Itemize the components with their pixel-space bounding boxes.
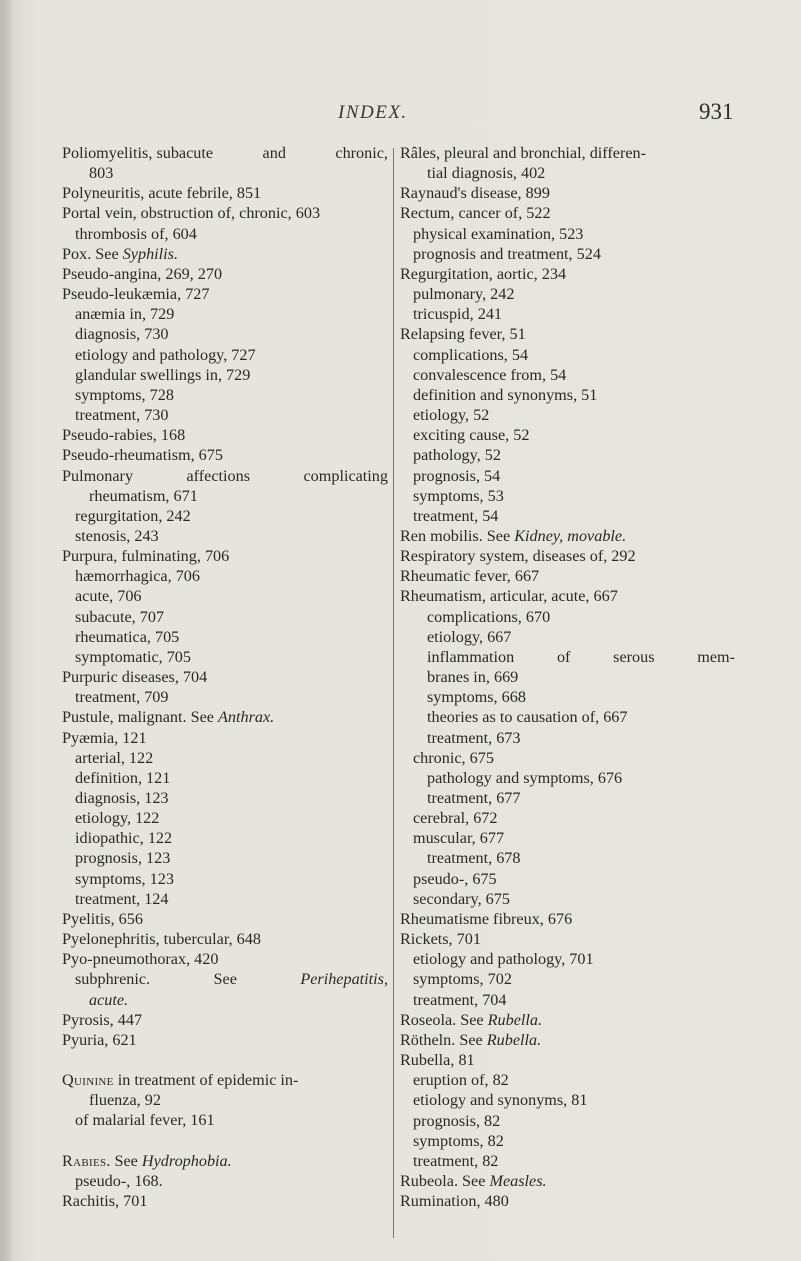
index-subentry	[62, 526, 388, 546]
index-subentry	[400, 990, 735, 1010]
entry-text: symptoms, 123	[75, 869, 174, 888]
index-subentry	[62, 607, 388, 627]
entry-text: Respiratory system, diseases of, 292	[400, 547, 636, 566]
index-entry	[400, 586, 735, 606]
page-number: 931	[699, 99, 734, 124]
index-entry	[400, 546, 735, 566]
entry-text: Rectum, cancer of, 522	[400, 204, 551, 223]
running-head	[0, 80, 801, 124]
index-entry	[62, 1191, 388, 1211]
index-subentry	[400, 506, 735, 526]
entry-text: etiology and pathology, 701	[413, 950, 594, 969]
entry-text: treatment, 82	[413, 1151, 499, 1170]
index-entry	[400, 566, 735, 586]
entry-word: Perihepatitis,	[300, 970, 388, 989]
entry-text: Rheumatic fever, 667	[400, 567, 540, 586]
index-entry-continuation	[400, 647, 735, 667]
index-entry	[62, 183, 388, 203]
index-subentry	[62, 808, 388, 828]
index-entry-continuation	[62, 1090, 388, 1110]
page-title: INDEX.	[338, 102, 408, 123]
entry-word: inflammation	[427, 647, 515, 666]
entry-text: Pseudo-leukæmia, 727	[62, 285, 210, 304]
entry-text: of malarial fever, 161	[75, 1111, 215, 1130]
entry-text: Pseudo-rheumatism, 675	[62, 446, 223, 465]
index-subentry	[400, 808, 735, 828]
entry-text: Rubeola. See	[400, 1171, 490, 1190]
index-entry	[62, 1151, 388, 1171]
index-subentry	[62, 345, 388, 365]
index-entry	[62, 1070, 388, 1090]
entry-text: definition, 121	[75, 768, 171, 787]
entry-text: treatment, 678	[427, 849, 521, 868]
index-subentry	[62, 566, 388, 586]
index-entry	[62, 909, 388, 929]
index-subentry	[62, 506, 388, 526]
entry-text: symptoms, 702	[413, 970, 512, 989]
entry-text: convalescence from, 54	[413, 365, 567, 384]
column-divider	[393, 148, 394, 1238]
entry-text: secondary, 675	[413, 889, 510, 908]
index-entry	[400, 1030, 735, 1050]
index-subentry	[62, 1110, 388, 1130]
entry-text: symptoms, 82	[413, 1131, 504, 1150]
entry-text: Pyrosis, 447	[62, 1010, 143, 1029]
cross-reference: acute.	[89, 990, 129, 1009]
entry-text: prognosis, 54	[413, 466, 501, 485]
entry-text: rheumatica, 705	[75, 627, 180, 646]
index-subentry	[400, 425, 735, 445]
index-entry	[62, 143, 388, 163]
entry-word: Pulmonary	[62, 466, 134, 485]
index-entry	[62, 445, 388, 465]
cross-reference: Rubella.	[486, 1030, 542, 1049]
entry-headword: Rabies	[62, 1151, 107, 1170]
index-entry	[62, 264, 388, 284]
index-subentry	[400, 244, 735, 264]
index-entry-continuation	[400, 707, 735, 727]
entry-text: Roseola. See	[400, 1010, 488, 1029]
index-subentry	[400, 445, 735, 465]
index-entry-continuation	[62, 990, 388, 1010]
entry-text: treatment, 673	[427, 728, 521, 747]
entry-text: Raynaud's disease, 899	[400, 184, 550, 203]
index-entry	[400, 203, 735, 223]
index-entry	[400, 1010, 735, 1030]
entry-text: treatment, 730	[75, 406, 169, 425]
index-subentry	[62, 586, 388, 606]
index-subentry	[400, 1151, 735, 1171]
entry-word: mem-	[697, 647, 735, 666]
entry-text: Rötheln. See	[400, 1030, 487, 1049]
entry-text: pathology, 52	[413, 446, 501, 465]
cross-reference: Rubella.	[487, 1010, 543, 1029]
index-entry	[62, 728, 388, 748]
entry-text: treatment, 54	[413, 506, 499, 525]
entry-text: Pustule, malignant. See	[62, 708, 219, 727]
index-entry	[62, 466, 388, 486]
index-subentry	[62, 687, 388, 707]
entry-text: Portal vein, obstruction of, chronic, 603	[62, 204, 321, 223]
entry-word: serous	[613, 647, 655, 666]
index-subentry	[62, 627, 388, 647]
index-entry	[62, 949, 388, 969]
index-entry	[62, 425, 388, 445]
index-subentry	[62, 788, 388, 808]
entry-text: muscular, 677	[413, 829, 505, 848]
entry-text: exciting cause, 52	[413, 426, 530, 445]
index-subentry	[400, 869, 735, 889]
entry-text: Purpuric diseases, 704	[62, 668, 208, 687]
entry-text: Pyæmia, 121	[62, 728, 147, 747]
entry-text: Rumination, 480	[400, 1192, 509, 1211]
entry-text: symptomatic, 705	[75, 647, 191, 666]
entry-text: tial diagnosis, 402	[427, 164, 546, 183]
entry-text: Rheumatisme fibreux, 676	[400, 909, 573, 928]
index-subentry	[62, 828, 388, 848]
index-subentry	[400, 486, 735, 506]
index-entry	[400, 1050, 735, 1070]
entry-text: stenosis, 243	[75, 526, 159, 545]
entry-text: symptoms, 668	[427, 688, 526, 707]
index-entry-continuation	[400, 163, 735, 183]
entry-text: Purpura, fulminating, 706	[62, 547, 230, 566]
index-column-left	[62, 143, 388, 1211]
entry-text: etiology, 667	[427, 627, 512, 646]
entry-text: acute, 706	[75, 587, 142, 606]
entry-text: fluenza, 92	[89, 1091, 161, 1110]
entry-text: prognosis, 82	[413, 1111, 501, 1130]
entry-text: complications, 54	[413, 345, 529, 364]
entry-text: Rickets, 701	[400, 930, 481, 949]
index-subentry	[62, 224, 388, 244]
index-subentry	[62, 385, 388, 405]
index-entry-continuation	[400, 607, 735, 627]
index-entry-continuation	[400, 768, 735, 788]
entry-word: chronic,	[335, 144, 388, 162]
entry-text: chronic, 675	[413, 748, 494, 767]
index-entry	[62, 546, 388, 566]
entry-text: symptoms, 728	[75, 385, 174, 404]
entry-text: definition and synonyms, 51	[413, 385, 598, 404]
index-entry	[400, 183, 735, 203]
entry-text: anæmia in, 729	[75, 305, 175, 324]
entry-text: Pyelonephritis, tubercular, 648	[62, 930, 261, 949]
index-entry-continuation	[400, 627, 735, 647]
entry-text: treatment, 677	[427, 789, 521, 807]
entry-word: affections	[186, 466, 251, 485]
entry-text: 803	[89, 164, 114, 183]
entry-text: Rubella, 81	[400, 1051, 475, 1070]
entry-text: Regurgitation, aortic, 234	[400, 264, 567, 283]
entry-text: in treatment of epidemic in-	[113, 1071, 299, 1090]
entry-text: hæmorrhagica, 706	[75, 567, 200, 586]
entry-word: complicating	[303, 466, 388, 485]
index-subentry	[400, 969, 735, 989]
entry-text: Pox. See	[62, 244, 123, 263]
index-subentry	[400, 889, 735, 909]
entry-text: pseudo-, 168.	[75, 1171, 163, 1190]
index-entry	[62, 203, 388, 223]
entry-text: Rachitis, 701	[62, 1191, 148, 1210]
entry-text: idiopathic, 122	[75, 829, 173, 848]
cross-reference: Kidney, movable.	[514, 526, 627, 545]
index-entry	[62, 284, 388, 304]
entry-text: theories as to causation of, 667	[427, 708, 628, 727]
index-entry-continuation	[400, 788, 735, 808]
entry-text: . See	[106, 1151, 142, 1170]
index-subentry	[400, 1111, 735, 1131]
index-subentry	[400, 1131, 735, 1151]
index-entry	[400, 324, 735, 344]
index-subentry	[400, 345, 735, 365]
index-subentry	[62, 324, 388, 344]
entry-text: Pyelitis, 656	[62, 909, 143, 928]
index-subentry	[62, 304, 388, 324]
cross-reference: Syphilis.	[122, 244, 179, 263]
entry-text: eruption of, 82	[413, 1071, 509, 1090]
entry-word: of	[556, 647, 571, 666]
entry-text: Pseudo-angina, 269, 270	[62, 264, 223, 283]
entry-text: Relapsing fever, 51	[400, 325, 526, 344]
index-subentry	[400, 365, 735, 385]
entry-text: treatment, 124	[75, 889, 169, 908]
index-entry	[400, 929, 735, 949]
index-subentry	[400, 224, 735, 244]
index-subentry	[400, 949, 735, 969]
index-entry	[400, 1191, 735, 1211]
entry-text: Pyo-pneumothorax, 420	[62, 950, 219, 969]
entry-text: tricuspid, 241	[413, 305, 503, 324]
entry-text: Râles, pleural and bronchial, differen-	[400, 144, 647, 162]
entry-text: Ren mobilis. See	[400, 526, 515, 545]
index-entry-continuation	[62, 486, 388, 506]
index-subentry	[62, 869, 388, 889]
cross-reference: Measles.	[489, 1171, 547, 1190]
index-subentry	[62, 889, 388, 909]
entry-text: branes in, 669	[427, 668, 519, 687]
cross-reference: Anthrax.	[218, 708, 275, 727]
index-column-right	[400, 143, 735, 1211]
index-entry	[400, 526, 735, 546]
index-subentry	[400, 748, 735, 768]
index-subentry	[400, 1090, 735, 1110]
entry-text: Pyuria, 621	[62, 1030, 137, 1049]
entry-spacer	[62, 1131, 388, 1151]
index-subentry	[62, 1171, 388, 1191]
entry-text: cerebral, 672	[413, 809, 498, 828]
entry-text: diagnosis, 730	[75, 325, 169, 344]
index-subentry	[400, 405, 735, 425]
index-entry-continuation	[400, 687, 735, 707]
entry-text: regurgitation, 242	[75, 506, 191, 525]
entry-text: glandular swellings in, 729	[75, 365, 251, 384]
entry-text: subacute, 707	[75, 607, 165, 626]
index-entry	[62, 667, 388, 687]
entry-text: arterial, 122	[75, 748, 154, 767]
index-entry	[62, 1010, 388, 1030]
binding-shadow	[0, 0, 14, 1261]
index-entry	[62, 707, 388, 727]
index-subentry	[400, 828, 735, 848]
entry-text: Polyneuritis, acute febrile, 851	[62, 184, 262, 203]
index-entry	[62, 929, 388, 949]
cross-reference: Hydrophobia.	[141, 1151, 232, 1170]
entry-word: subphrenic.	[75, 970, 151, 989]
entry-text: Rheumatism, articular, acute, 667	[400, 587, 618, 606]
entry-word: and	[262, 144, 286, 162]
entry-text: symptoms, 53	[413, 486, 504, 505]
entry-text: etiology, 52	[413, 406, 490, 425]
index-entry	[400, 1171, 735, 1191]
index-subentry	[62, 768, 388, 788]
index-subentry	[400, 284, 735, 304]
index-entry	[62, 1030, 388, 1050]
entry-text: physical examination, 523	[413, 224, 584, 243]
index-subentry	[62, 748, 388, 768]
entry-text: thrombosis of, 604	[75, 224, 197, 243]
entry-text: treatment, 704	[413, 990, 507, 1009]
entry-text: pathology and symptoms, 676	[427, 768, 623, 787]
index-entry	[62, 244, 388, 264]
index-entry-continuation	[400, 848, 735, 868]
entry-text: prognosis, 123	[75, 849, 171, 868]
index-subentry	[62, 365, 388, 385]
entry-text: prognosis and treatment, 524	[413, 244, 601, 263]
index-subentry	[62, 969, 388, 989]
entry-text: etiology and pathology, 727	[75, 345, 256, 364]
entry-text: pseudo-, 675	[413, 869, 497, 888]
entry-headword: Quinine	[62, 1071, 114, 1090]
index-subentry	[400, 1070, 735, 1090]
entry-text: treatment, 709	[75, 688, 169, 707]
entry-text: complications, 670	[427, 607, 551, 626]
index-entry	[400, 264, 735, 284]
entry-text: Pseudo-rabies, 168	[62, 426, 186, 445]
index-subentry	[400, 466, 735, 486]
index-entry	[400, 143, 735, 163]
index-entry-continuation	[62, 163, 388, 183]
entry-text: etiology and synonyms, 81	[413, 1091, 588, 1110]
entry-word: See	[213, 970, 237, 989]
index-subentry	[62, 647, 388, 667]
index-subentry	[400, 304, 735, 324]
index-subentry	[62, 848, 388, 868]
index-entry	[400, 909, 735, 929]
index-entry-continuation	[400, 667, 735, 687]
entry-text: pulmonary, 242	[413, 285, 515, 304]
entry-text: rheumatism, 671	[89, 486, 198, 505]
index-entry-continuation	[400, 728, 735, 748]
entry-word: Poliomyelitis, subacute	[62, 144, 214, 162]
entry-text: etiology, 122	[75, 809, 160, 828]
index-subentry	[400, 385, 735, 405]
entry-spacer	[62, 1050, 388, 1070]
index-subentry	[62, 405, 388, 425]
entry-text: diagnosis, 123	[75, 789, 169, 807]
